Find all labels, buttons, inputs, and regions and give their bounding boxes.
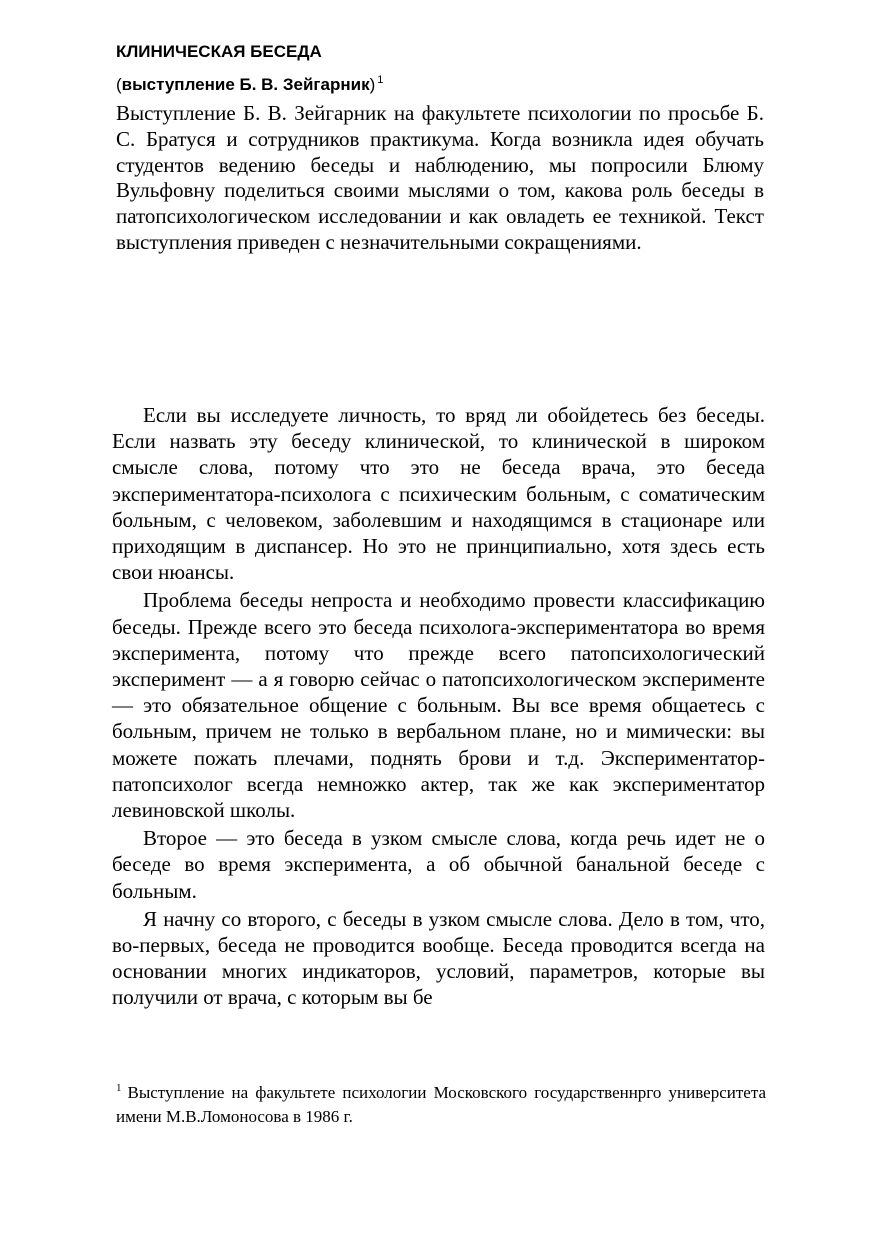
- footnote-reference: 1: [377, 74, 384, 87]
- subtitle-close-paren: ): [369, 75, 376, 94]
- body-paragraph: Второе — это беседа в узком смысле слова, когда речь идет не о беседе во время эксперимента, а об обычной банальной беседе с больным.: [112, 826, 765, 903]
- body-text: [112, 402, 765, 1013]
- page-subtitle: [116, 74, 383, 96]
- footnote-text: Выступление на факультете психологии Московского государственнрго университета имени М.В.Ломоносова в 1986 г.: [116, 1083, 766, 1126]
- intro-paragraph: Выступление Б. В. Зейгарник на факультете психологии по просьбе Б. С. Братуся и сотрудников практикума. Когда возникла идея обучать студентов ведению беседы и наблюдению, мы попросили Блюму Вульфовну поделиться своими мыслями о том, какова роль беседы в патопсихологическом исследовании и как овладеть ее техникой. Текст выступления приведен с незначительными сокращениями.: [116, 101, 764, 254]
- footnote: [116, 1081, 766, 1129]
- page-title: КЛИНИЧЕСКАЯ БЕСЕДА: [116, 42, 322, 61]
- body-paragraph: Если вы исследуете личность, то вряд ли обойдетесь без беседы. Если назвать эту беседу клинической, то клинической в широком смысле слова, потому что это не беседа врача, это беседа экспериментатора-психолога с психическим больным, с соматическим больным, с человеком, заболевшим и находящимся в стационаре или приходящим в диспансер. Но это не принципиально, хотя здесь есть свои нюансы.: [112, 403, 765, 585]
- footnote-mark: 1: [116, 1082, 122, 1095]
- subtitle-open-paren: (: [116, 75, 122, 94]
- body-paragraph: Проблема беседы непроста и необходимо провести классификацию беседы. Прежде всего это беседа психолога-экспериментатора во время эксперимента, потому что прежде всего патопсихологический эксперимент — а я говорю сейчас о патопсихологическом эксперименте — это обязательное общение с больным. Вы все время общаетесь с больным, причем не только в вербальном плане, но и мимически: вы можете пожать плечами, поднять брови и т.д. Экспериментатор-патопсихолог всегда немножко актер, так же как экспериментатор левиновской школы.: [112, 588, 765, 823]
- subtitle-speaker: выступление Б. В. Зейгарник: [121, 75, 370, 94]
- body-paragraph: Я начну со второго, с беседы в узком смысле слова. Дело в том, что, во-первых, беседа не проводится вообще. Беседа проводится всегда на основании многих индикаторов, условий, параметров, которые вы получили от врача, с которым вы бе: [112, 906, 765, 1010]
